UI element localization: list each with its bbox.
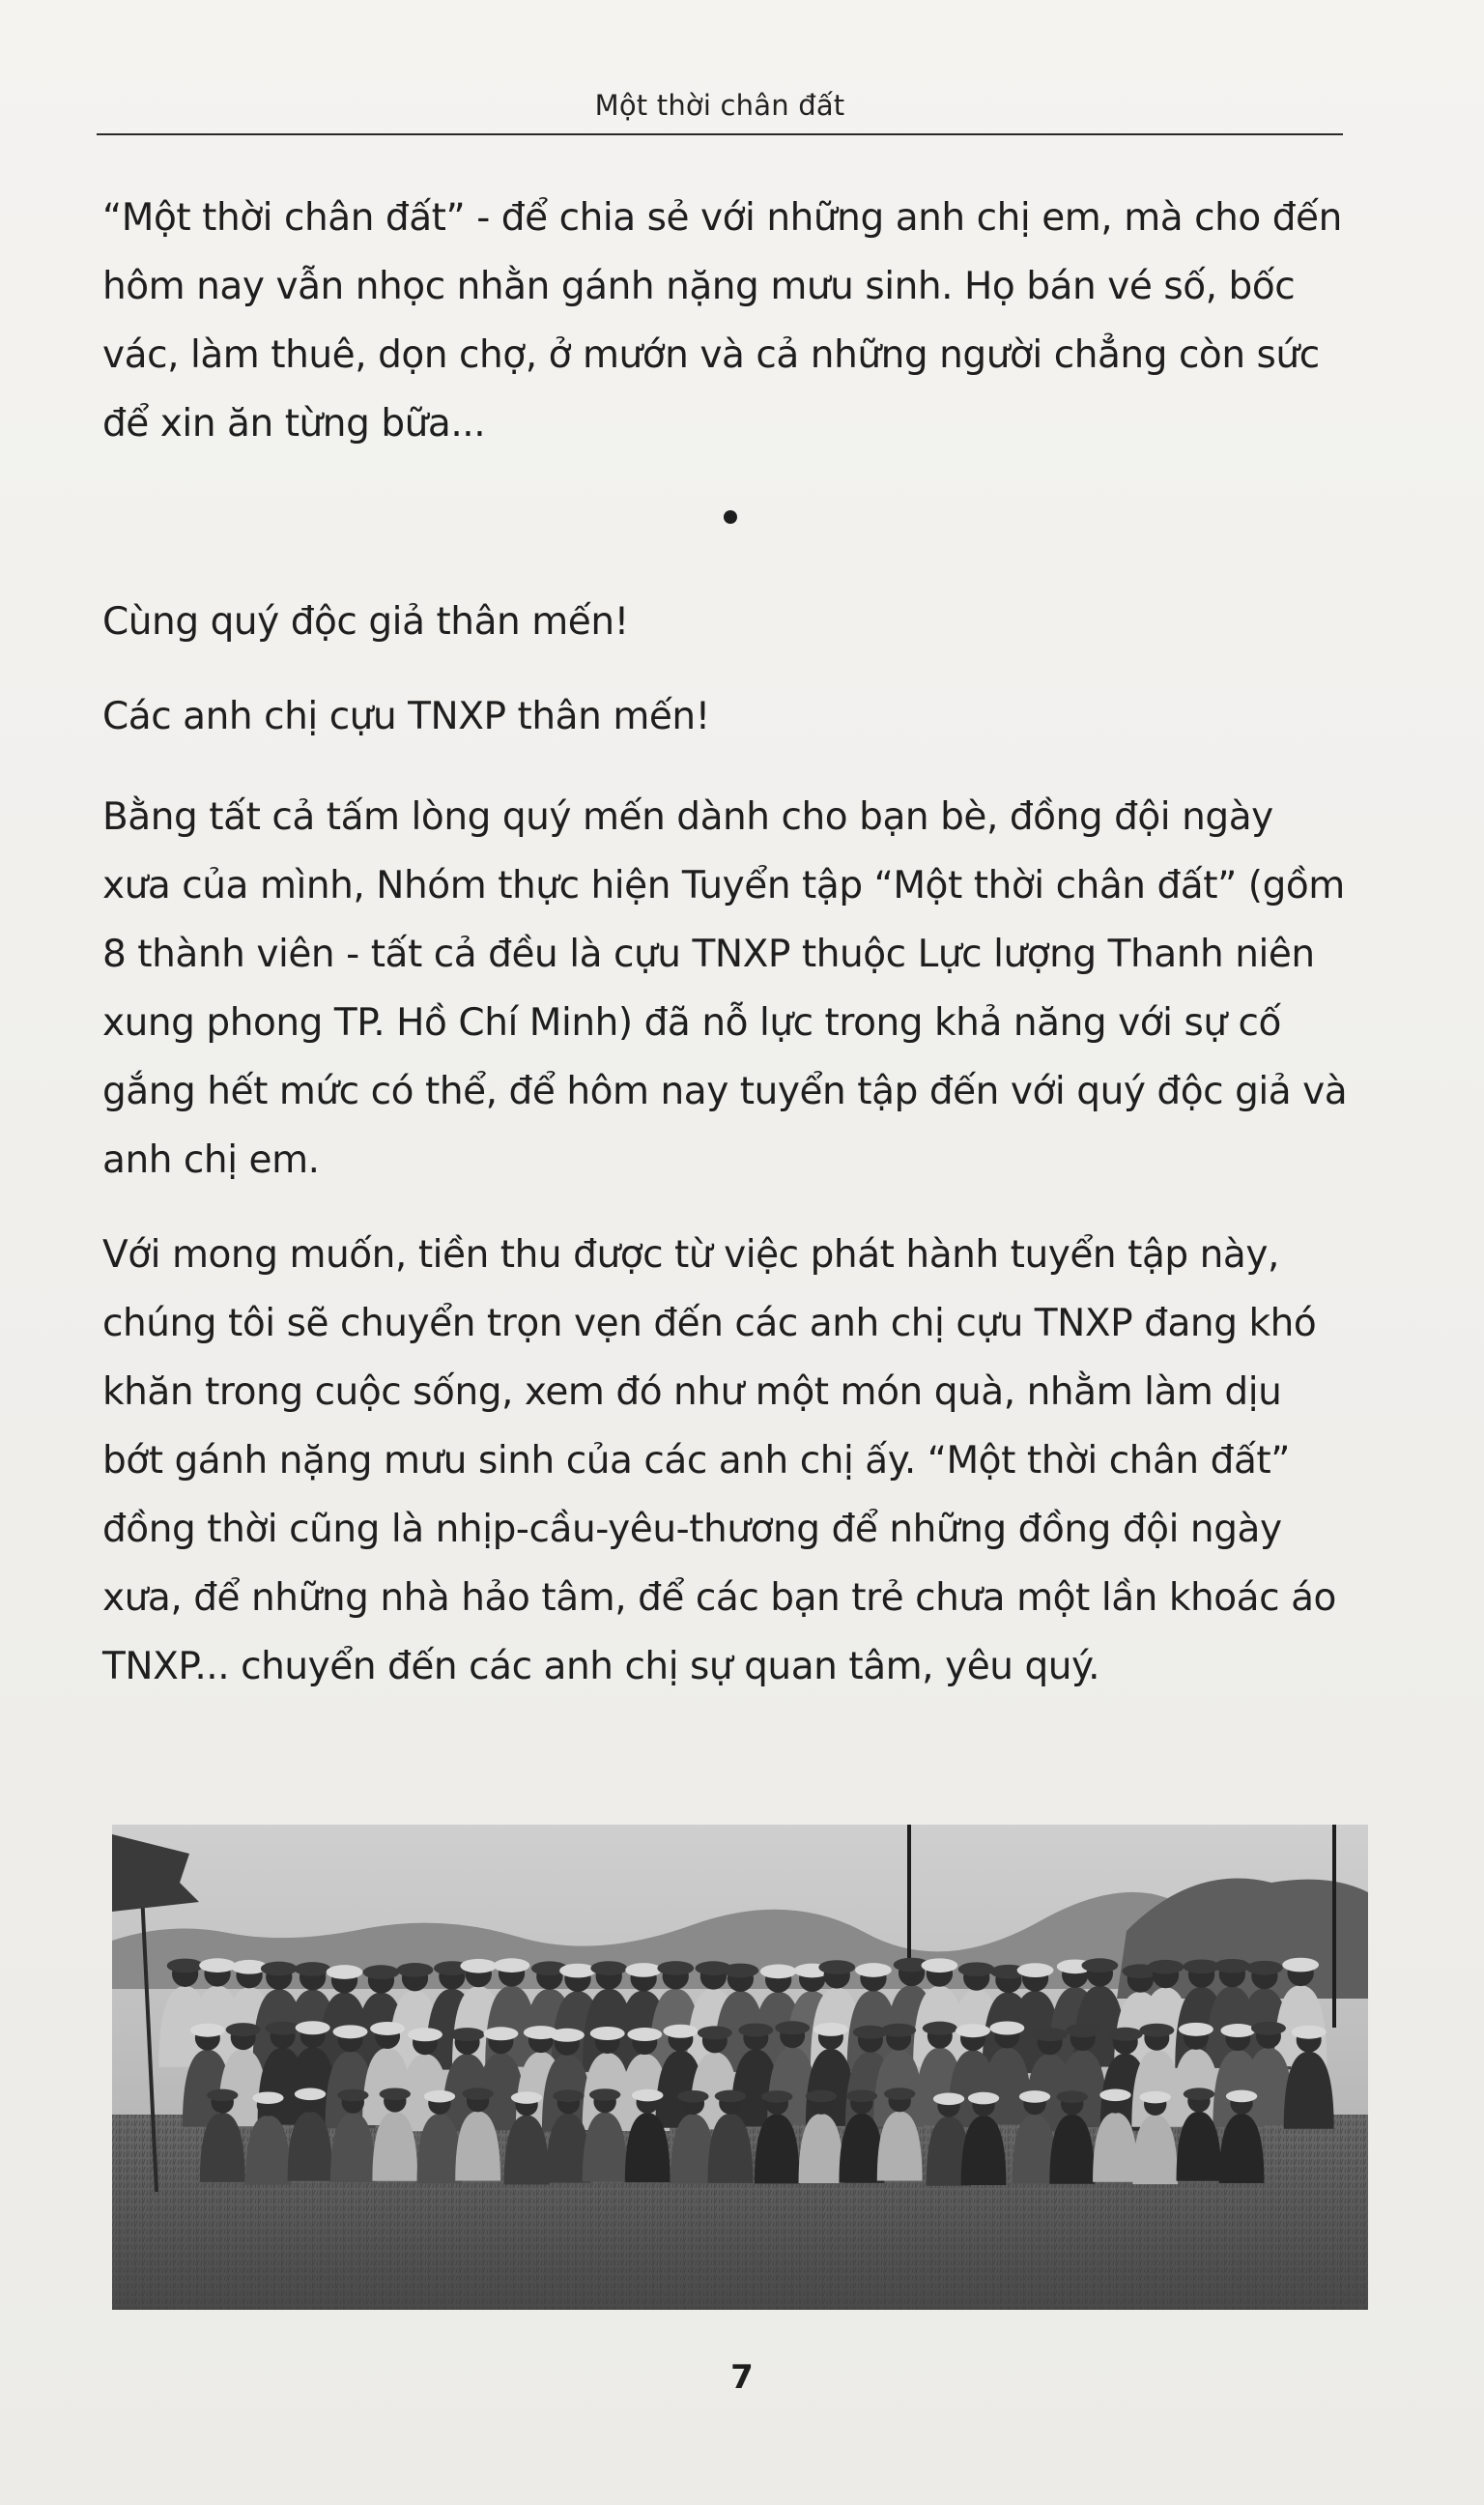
group-photo: [112, 1825, 1368, 2310]
header-divider: [97, 133, 1343, 135]
main-paragraph-2: Với mong muốn, tiền thu được từ việc phát hành tuyển tập này, chúng tôi sẽ chuyển trọn vẹn đến các anh chị cựu TNXP đang khó khăn trong cuộc sống, xem đó như một món quà, nhằm làm dịu bớt gánh nặng mưu sinh của các anh chị ấy. “Một thời chân đất” đồng thời cũng là nhịp-cầu-yêu-thương để những đồng đội ngày xưa, để những nhà hảo tâm, để các bạn trẻ chưa một lần khoác áo TNXP... chuyển đến các anh chị sự quan tâm, yêu quý.: [102, 1233, 1336, 1688]
intro-paragraph: “Một thời chân đất” - để chia sẻ với những anh chị em, mà cho đến hôm nay vẫn nhọc nhằn gánh nặng mưu sinh. Họ bán vé số, bốc vác, làm thuê, dọn chợ, ở mướn và cả những người chẳng còn sức để xin ăn từng bữa...: [102, 196, 1342, 446]
section-separator-dot: [724, 510, 737, 524]
main-paragraph-1: Bằng tất cả tấm lòng quý mến dành cho bạn bè, đồng đội ngày xưa của mình, Nhóm thực hiện Tuyển tập “Một thời chân đất” (gồm 8 thành viên - tất cả đều là cựu TNXP thuộc Lực lượng Thanh niên xung phong TP. Hồ Chí Minh) đã nỗ lực trong khả năng với sự cố gắng hết mức có thể, để hôm nay tuyển tập đến với quý độc giả và anh chị em.: [102, 795, 1348, 1182]
greeting-veterans: Các anh chị cựu TNXP thân mến!: [102, 695, 710, 738]
greeting-readers: Cùng quý độc giả thân mến!: [102, 600, 629, 644]
running-header-title: Một thời chân đất: [594, 89, 845, 122]
group-photo-drawing: [112, 1825, 1368, 2310]
page-number: 7: [730, 2358, 754, 2397]
